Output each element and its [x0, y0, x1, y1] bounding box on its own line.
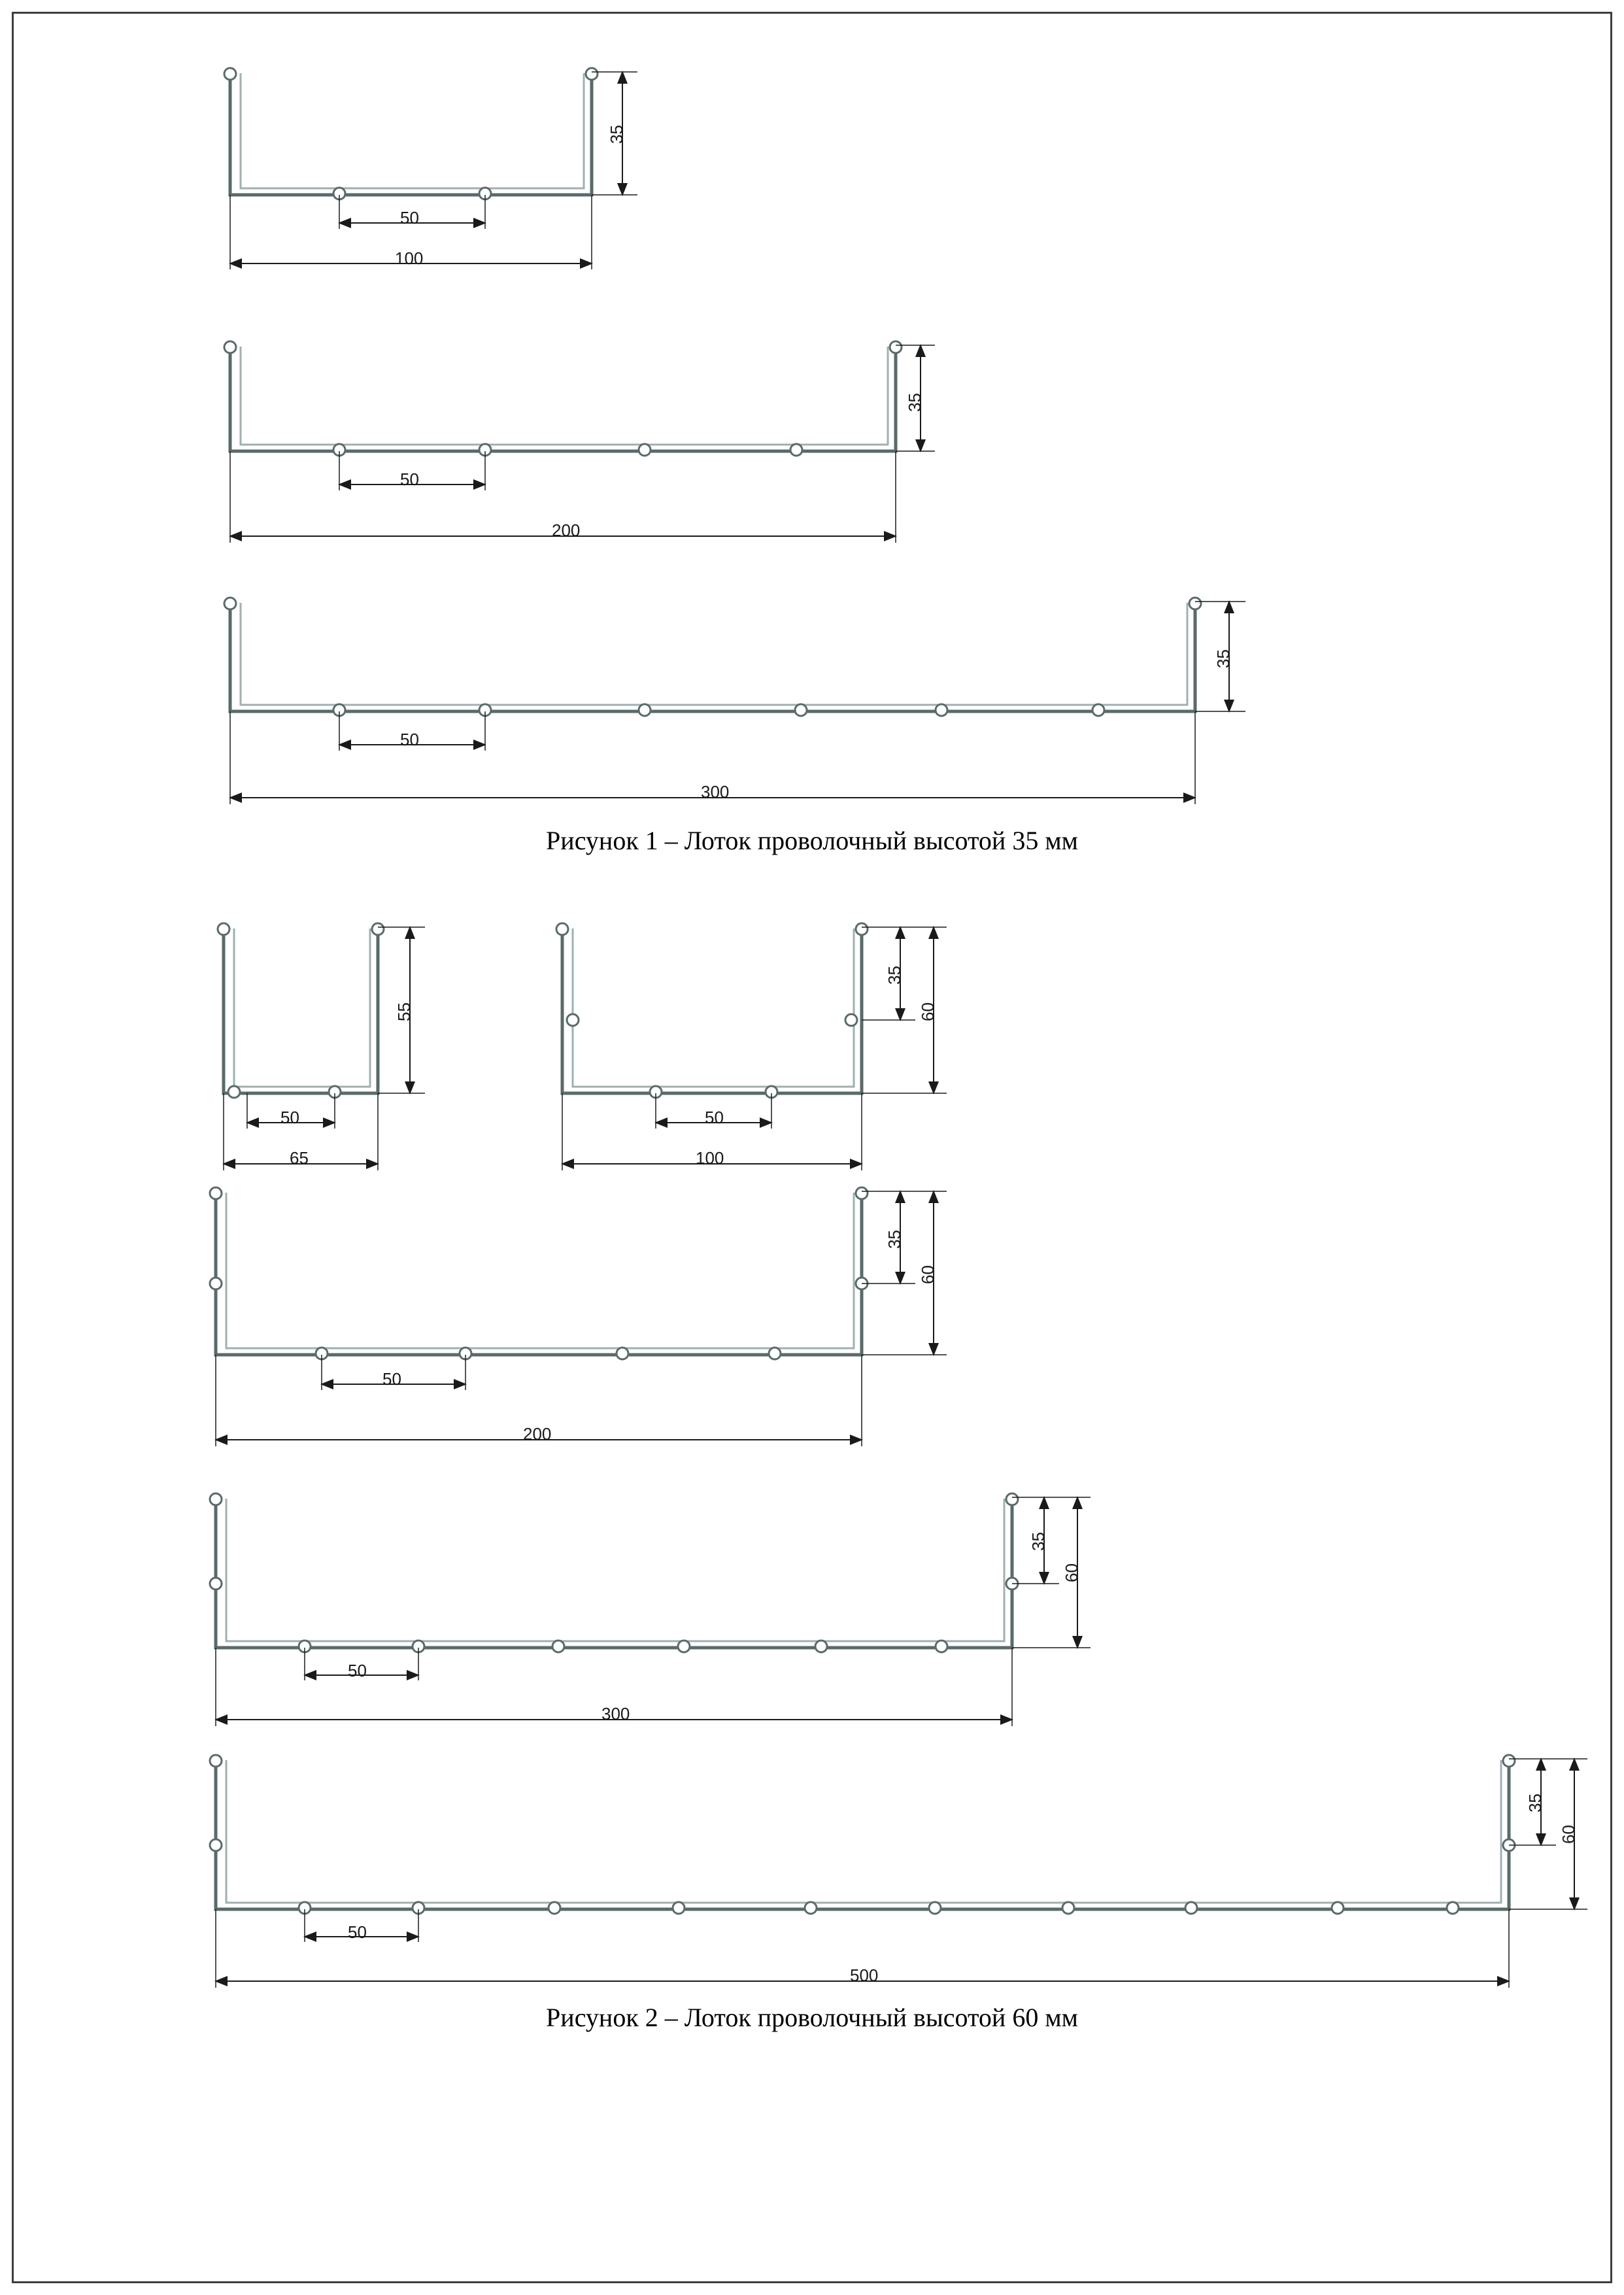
- dim-f1-t3-height: 35: [1213, 649, 1233, 668]
- dim-f2-t5-height-outer: 60: [1558, 1825, 1578, 1844]
- dim-f1-t2-width: 200: [552, 520, 581, 540]
- dim-f2-t3-pitch: 50: [382, 1369, 401, 1389]
- dim-f1-t3-width: 300: [701, 782, 730, 802]
- dim-f2-t2-width: 100: [696, 1148, 724, 1168]
- dim-f2-t4-height-outer: 60: [1061, 1563, 1081, 1582]
- dim-f2-t3-height-inner: 35: [884, 1230, 904, 1249]
- dim-f2-t1-pitch: 50: [280, 1108, 299, 1127]
- dim-f2-t4-pitch: 50: [348, 1661, 367, 1680]
- dim-f2-t3-width: 200: [523, 1424, 552, 1444]
- dim-f1-t2-pitch: 50: [400, 469, 419, 489]
- dim-f1-t3-pitch: 50: [400, 730, 419, 749]
- dim-f1-t2-height: 35: [904, 393, 924, 412]
- dim-f2-t5-width: 500: [850, 1965, 879, 1985]
- dim-f2-t4-height-inner: 35: [1028, 1532, 1048, 1551]
- dim-f1-t1-pitch: 50: [400, 208, 419, 228]
- page-border: [12, 12, 1612, 2283]
- figure-2-caption: Рисунок 2 – Лоток проволочный высотой 60 мм: [546, 2003, 1078, 2032]
- dim-f2-t5-pitch: 50: [348, 1922, 367, 1942]
- figure-1-caption: Рисунок 1 – Лоток проволочный высотой 35 мм: [546, 826, 1078, 855]
- dim-f2-t2-height-inner: 35: [884, 966, 904, 985]
- dim-f2-t1-width: 65: [290, 1148, 309, 1168]
- dim-f2-t2-height-outer: 60: [917, 1002, 938, 1021]
- dim-f1-t1-height: 35: [606, 125, 626, 144]
- dim-f2-t2-pitch: 50: [705, 1108, 724, 1127]
- dim-f2-t1-height: 55: [394, 1002, 414, 1021]
- dim-f2-t4-width: 300: [601, 1704, 630, 1724]
- dim-f2-t5-height-inner: 35: [1525, 1794, 1545, 1812]
- dim-f2-t3-height-outer: 60: [917, 1265, 938, 1284]
- dim-f1-t1-width: 100: [395, 248, 424, 268]
